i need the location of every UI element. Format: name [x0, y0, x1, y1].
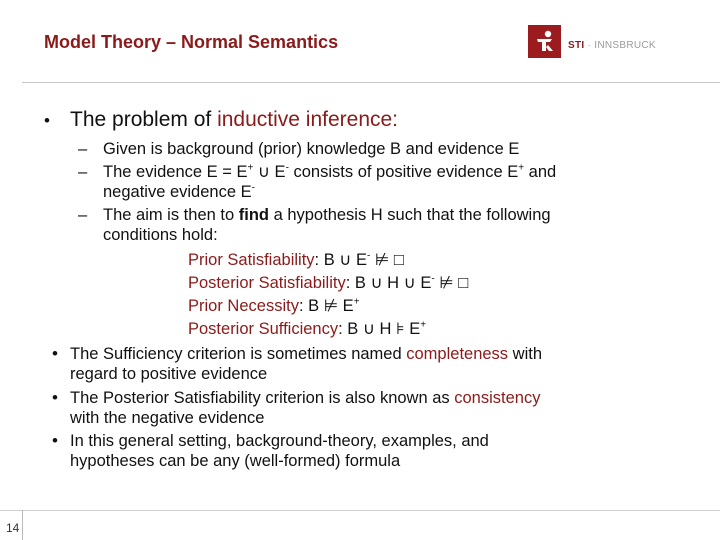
slide-number: 14: [6, 521, 20, 535]
text-run: The Sufficiency criterion is sometimes named: [70, 345, 407, 363]
bullet-dot: •: [52, 431, 58, 450]
text-run: The Posterior Satisfiability criterion is also known as: [70, 389, 455, 407]
bold-text: find: [238, 206, 269, 224]
condition-prior-necessity: [188, 296, 360, 316]
formula-text: : B ∪ E: [314, 251, 367, 269]
subpoint-aim: [103, 205, 551, 225]
superscript: +: [247, 162, 254, 174]
text-run: ∪ E: [253, 163, 286, 181]
bullet-dot: •: [44, 111, 50, 130]
text-run: and: [524, 163, 557, 181]
footer-left-rule: [22, 510, 23, 540]
text-run: The evidence E = E: [103, 163, 248, 181]
superscript: -: [431, 273, 435, 285]
subpoint-aim-line2: conditions hold:: [103, 226, 218, 244]
formula-text: : B ⊭ E: [298, 297, 354, 315]
bullet-inductive-inference: [70, 108, 398, 132]
bullet-general-setting-line2: hypotheses can be any (well-formed) formula: [70, 452, 401, 470]
condition-prior-satisfiability: [188, 250, 404, 270]
condition-posterior-satisfiability: [188, 273, 468, 293]
logo-place-text: INNSBRUCK: [594, 40, 656, 51]
bullet-posterior-satisfiability-line2: with the negative evidence: [70, 409, 265, 427]
formula-text: : B ∪ H ⊧ E: [338, 320, 421, 338]
logo-separator: ·: [584, 40, 595, 51]
subpoint-evidence-line2: [103, 182, 255, 202]
dash-marker: –: [78, 140, 88, 158]
bullet-sufficiency-line2: regard to positive evidence: [70, 365, 268, 383]
bullet-dot: •: [52, 344, 58, 363]
highlight-text: completeness: [406, 345, 509, 363]
formula-text: ⊭ □: [434, 274, 469, 292]
highlight-text: inductive inference:: [217, 108, 399, 131]
bullet-sufficiency: [70, 344, 542, 364]
subpoint-evidence: [103, 162, 556, 182]
subpoint-background-knowledge: Given is background (prior) knowledge B and evidence E: [103, 140, 520, 158]
text-run: a hypothesis H such that the following: [268, 206, 551, 224]
superscript: +: [353, 296, 360, 308]
bullet-general-setting: In this general setting, background-theory, examples, and: [70, 432, 489, 450]
bullet-posterior-satisfiability: [70, 388, 540, 408]
formula-text: : B ∪ H ∪ E: [345, 274, 432, 292]
text-run: consists of positive evidence E: [288, 163, 519, 181]
text-run: with: [508, 345, 542, 363]
logo-sti-text: STI: [568, 40, 585, 51]
text-run: The aim is then to: [103, 206, 239, 224]
condition-label: Prior Necessity: [188, 297, 299, 315]
formula-text: ⊭ □: [370, 251, 404, 269]
bullet-dot: •: [52, 388, 58, 407]
dash-marker: –: [78, 163, 88, 181]
superscript: +: [420, 319, 427, 331]
dash-marker: –: [78, 206, 88, 224]
bullet-text: The problem of: [70, 108, 218, 131]
text-run: negative evidence E: [103, 183, 252, 201]
superscript: -: [251, 182, 255, 194]
highlight-text: consistency: [454, 389, 541, 407]
condition-posterior-sufficiency: [188, 319, 426, 339]
slide-title: Model Theory – Normal Semantics: [44, 32, 339, 52]
condition-label: Prior Satisfiability: [188, 251, 315, 269]
superscript: -: [366, 250, 371, 262]
superscript: +: [518, 162, 525, 174]
condition-label: Posterior Sufficiency: [188, 320, 339, 338]
condition-label: Posterior Satisfiability: [188, 274, 346, 292]
footer-divider: [0, 510, 720, 511]
superscript: -: [285, 162, 289, 174]
